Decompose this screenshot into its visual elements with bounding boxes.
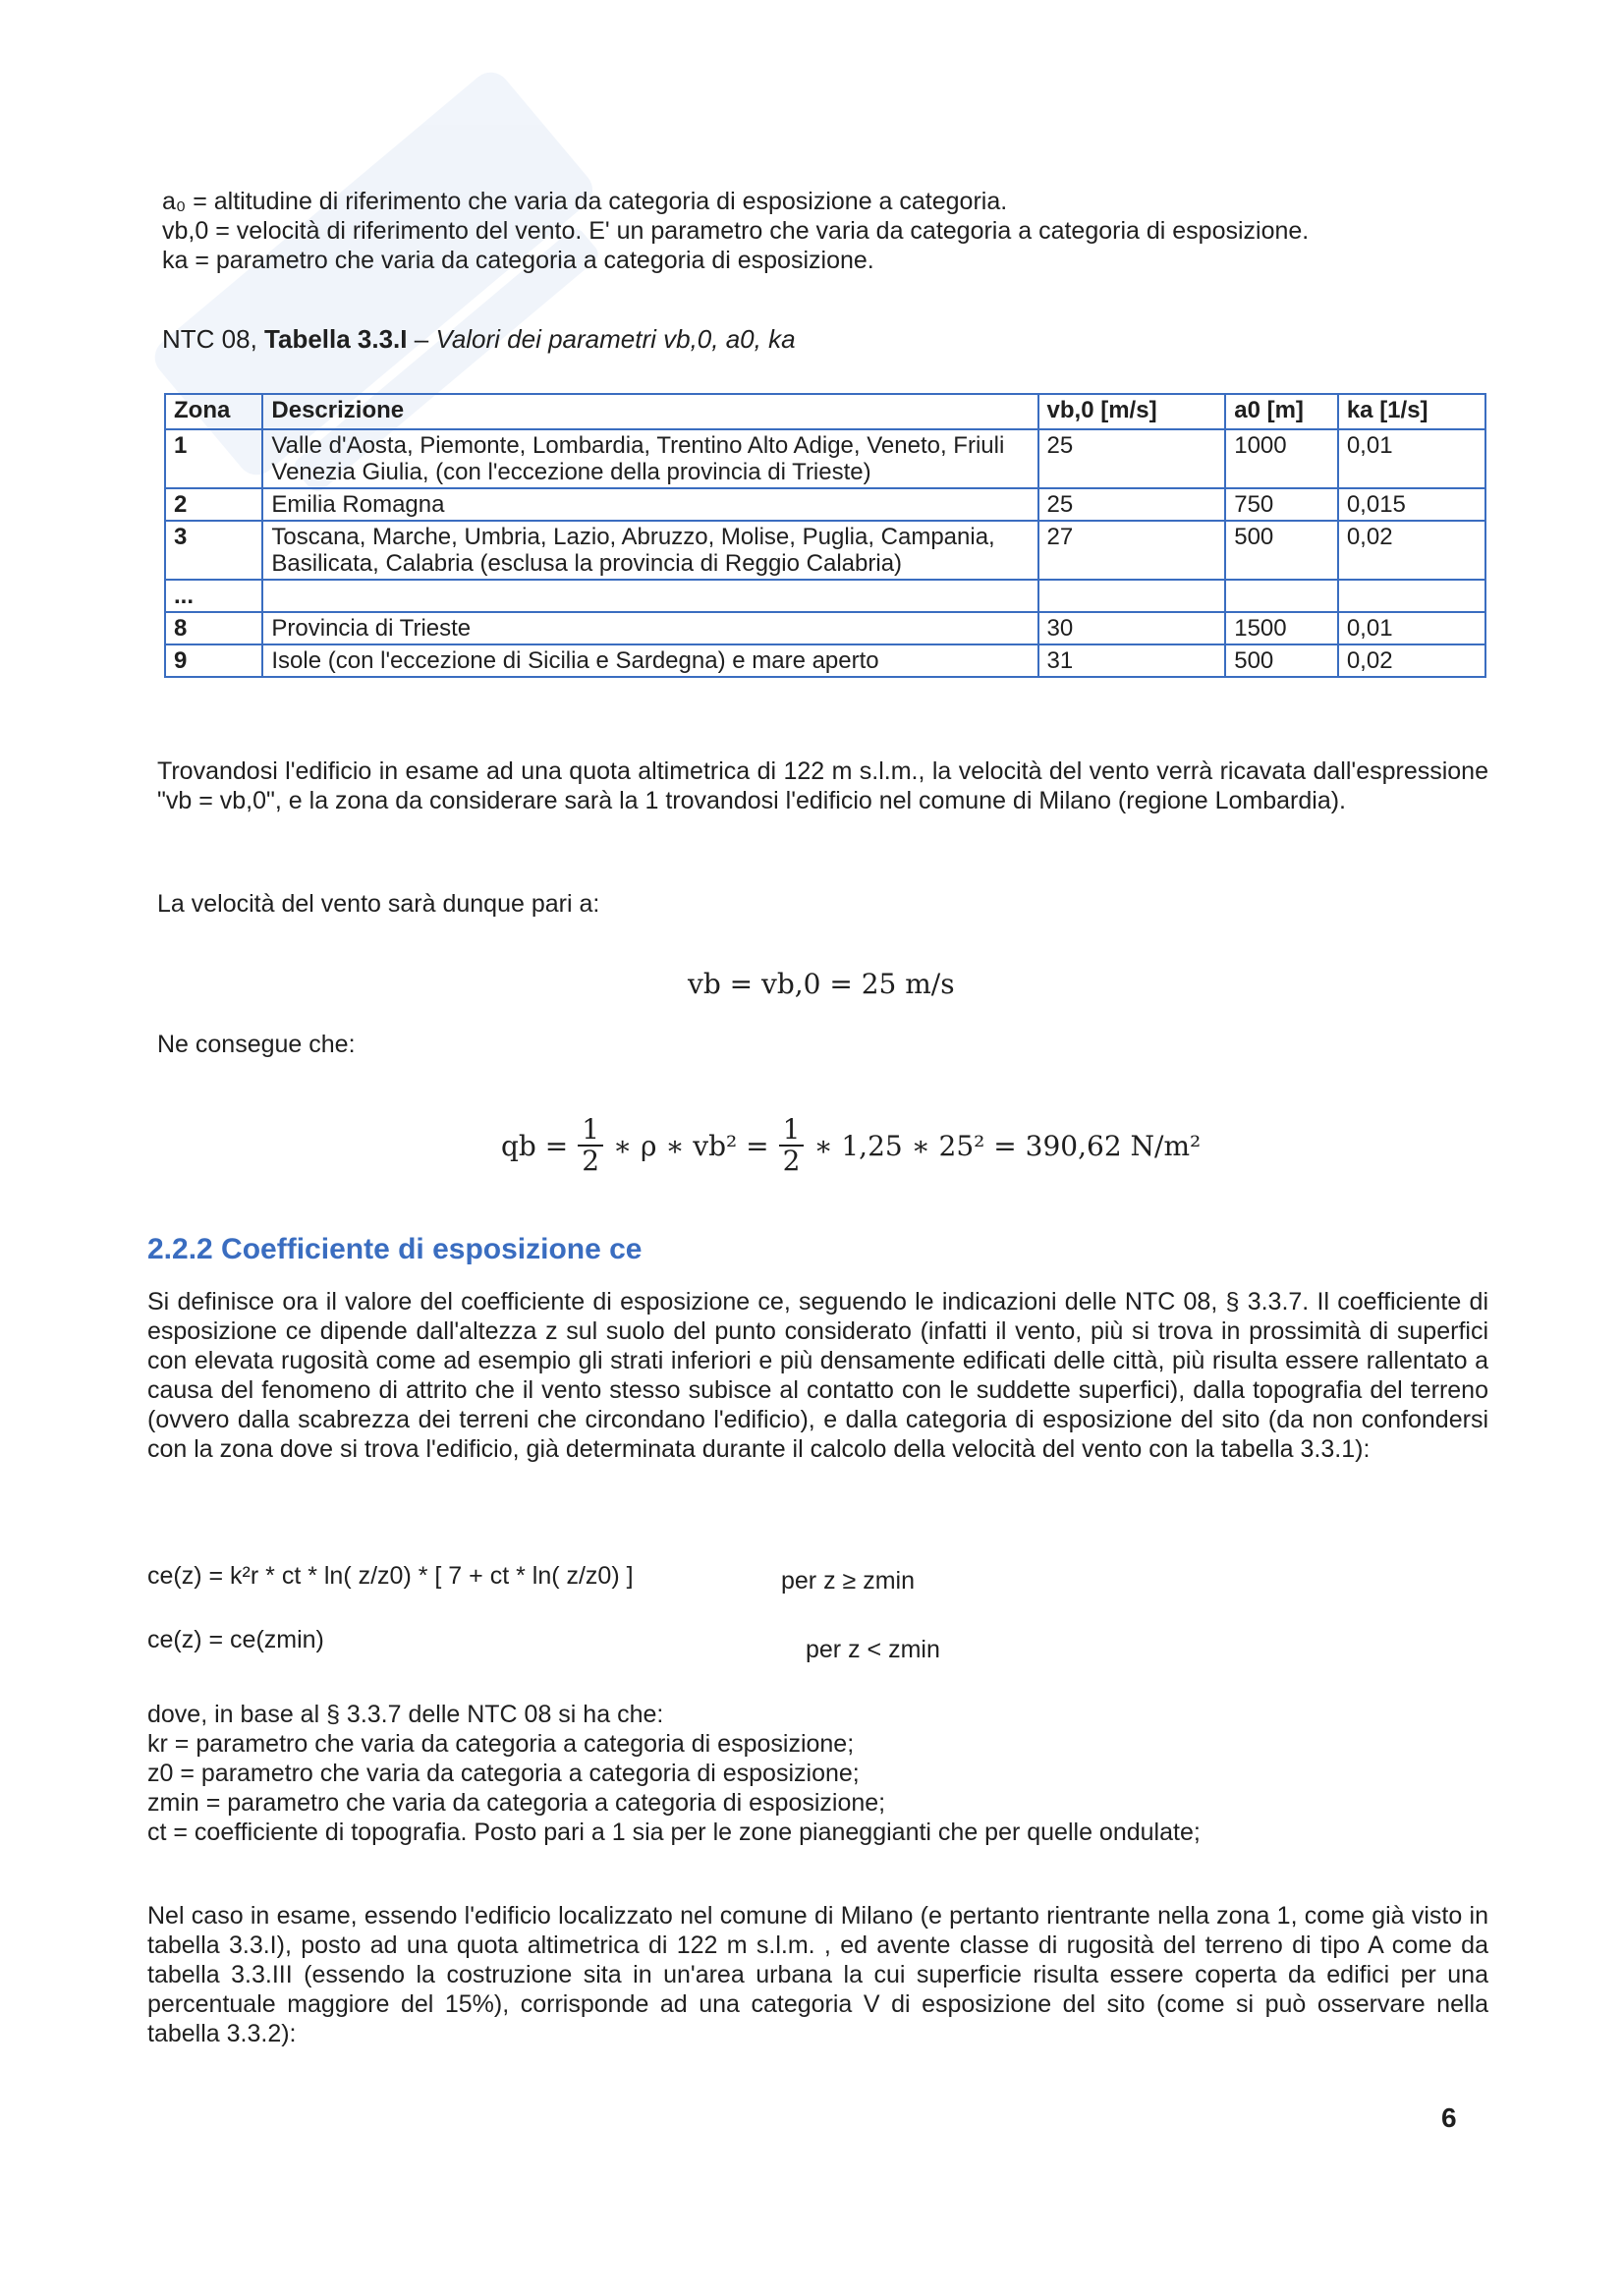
fraction-half — [578, 1115, 603, 1176]
cell-zona: 2 — [165, 488, 262, 521]
cell-vb0: 27 — [1038, 521, 1226, 580]
cell-a0: 500 — [1225, 521, 1338, 580]
cell-descrizione: Isole (con l'eccezione di Sicilia e Sardegna) e mare aperto — [262, 644, 1037, 677]
section-body: Si definisce ora il valore del coefficiente di esposizione ce, seguendo le indicazioni delle NTC 08, § 3.3.7. Il coefficiente di esposizione ce dipende dall'altezza z sul suolo del punto considerato (infatti il vento, più si trova in prossimità di superfici con elevata rugosità come ad esempio gli strati inferiori e più densamente edificati delle città, più risulta essere rallentato a causa del fenomeno di attrito che il vento stesso subisce al contatto con le suddette superfici), dalla topografia del terreno (ovvero dalla scabrezza dei terreni che circondano l'edificio), e dalla categoria di esposizione del sito (da non confondersi con la zona dove si trova l'edificio, già determinata durante il calcolo della velocità del vento con la tabella 3.3.1): — [147, 1288, 1488, 1463]
caption-table-ref: Tabella 3.3.I — [264, 324, 408, 354]
formula-vb: vb = vb,0 = 25 m/s — [688, 968, 955, 1000]
table-row — [165, 429, 1485, 488]
equation-ce-zmin-condition: per z < zmin — [806, 1636, 940, 1663]
zmin-definition: zmin = parametro che varia da categoria a categoria di esposizione; — [147, 1789, 886, 1817]
header-a0: a0 [m] — [1225, 394, 1338, 429]
paragraph-velocita: La velocità del vento sarà dunque pari a: — [157, 890, 600, 918]
paragraph-quota: Trovandosi l'edificio in esame ad una quota altimetrica di 122 m s.l.m., la velocità del vento verrà ricavata dall'espressione "vb = vb,0", e la zona da considerare sarà la 1 trovandosi l'edificio nel comune di Milano (regione Lombardia). — [157, 757, 1488, 814]
table-row — [165, 580, 1485, 612]
cell-vb0: 25 — [1038, 488, 1226, 521]
formula-qb — [501, 1115, 1201, 1176]
cell-zona: 3 — [165, 521, 262, 580]
paragraph-consegue: Ne consegue che: — [157, 1031, 356, 1058]
header-vb0: vb,0 [m/s] — [1038, 394, 1226, 429]
definitions-intro: dove, in base al § 3.3.7 delle NTC 08 si ha che: — [147, 1701, 664, 1728]
section-heading: 2.2.2 Coefficiente di esposizione ce — [147, 1233, 643, 1265]
cell-a0: 750 — [1225, 488, 1338, 521]
cell-ka: 0,02 — [1338, 644, 1485, 677]
table-row — [165, 612, 1485, 644]
table-row — [165, 521, 1485, 580]
z0-definition: z0 = parametro che varia da categoria a categoria di esposizione; — [147, 1760, 860, 1787]
fraction-half — [779, 1115, 805, 1176]
a0-definition: a₀ = altitudine di riferimento che varia da categoria di esposizione a categoria. — [162, 188, 1008, 215]
cell-vb0: 31 — [1038, 644, 1226, 677]
equation-ce-zmin: ce(z) = ce(zmin) — [147, 1626, 324, 1653]
cell-zona: ... — [165, 580, 262, 612]
kr-definition: kr = parametro che varia da categoria a categoria di esposizione; — [147, 1730, 855, 1758]
cell-a0: 500 — [1225, 644, 1338, 677]
cell-vb0: 25 — [1038, 429, 1226, 488]
cell-zona: 1 — [165, 429, 262, 488]
ct-definition: ct = coefficiente di topografia. Posto pari a 1 sia per le zone pianeggianti che per quelle ondulate; — [147, 1819, 1201, 1846]
equation-ce-z-condition: per z ≥ zmin — [781, 1567, 915, 1595]
table-header-row — [165, 394, 1485, 429]
fraction-numerator: 1 — [779, 1115, 805, 1147]
cell-descrizione: Valle d'Aosta, Piemonte, Lombardia, Trentino Alto Adige, Veneto, Friuli Venezia Giulia, (con l'eccezione della provincia di Trieste) — [262, 429, 1037, 488]
cell-zona: 9 — [165, 644, 262, 677]
formula-qb-rhs: ∗ 1,25 ∗ 25² = 390,62 N/m² — [813, 1129, 1202, 1162]
header-ka: ka [1/s] — [1338, 394, 1485, 429]
cell-a0 — [1225, 580, 1338, 612]
cell-descrizione: Provincia di Trieste — [262, 612, 1037, 644]
cell-descrizione — [262, 580, 1037, 612]
ka-definition: ka = parametro che varia da categoria a categoria di esposizione. — [162, 247, 874, 274]
fraction-denominator: 2 — [582, 1145, 600, 1177]
cell-a0: 1000 — [1225, 429, 1338, 488]
equation-ce-z: ce(z) = k²r * ct * ln( z/z0) * [ 7 + ct * ln( z/z0) ] — [147, 1562, 634, 1590]
fraction-numerator: 1 — [578, 1115, 603, 1147]
cell-ka — [1338, 580, 1485, 612]
caption-title: Valori dei parametri vb,0, a0, ka — [435, 324, 796, 354]
cell-ka: 0,015 — [1338, 488, 1485, 521]
cell-a0: 1500 — [1225, 612, 1338, 644]
header-descrizione: Descrizione — [262, 394, 1037, 429]
table-row — [165, 488, 1485, 521]
cell-vb0 — [1038, 580, 1226, 612]
wind-parameters-table — [164, 393, 1486, 678]
header-zona: Zona — [165, 394, 262, 429]
table-row — [165, 644, 1485, 677]
cell-ka: 0,01 — [1338, 612, 1485, 644]
caption-dash: – — [407, 324, 436, 354]
paragraph-conclusion: Nel caso in esame, essendo l'edificio localizzato nel comune di Milano (e pertanto rientrante nella zona 1, come già visto in tabella 3.3.I), posto ad una quota altimetrica di 122 m s.l.m. , ed avente classe di rugosità del terreno di tipo A come da tabella 3.3.III (essendo la costruzione sita in un'area urbana la cui superficie risulta essere coperta da edifici per una percentuale maggiore del 15%), corrisponde ad una categoria V di esposizione del sito (come si può osservare nella tabella 3.3.2): — [147, 1902, 1488, 2047]
cell-zona: 8 — [165, 612, 262, 644]
cell-vb0: 30 — [1038, 612, 1226, 644]
fraction-denominator: 2 — [782, 1145, 801, 1177]
vb0-definition: vb,0 = velocità di riferimento del vento. E' un parametro che varia da categoria a categoria di esposizione. — [162, 217, 1310, 245]
intro-definitions — [162, 187, 1439, 275]
cell-descrizione: Emilia Romagna — [262, 488, 1037, 521]
cell-descrizione: Toscana, Marche, Umbria, Lazio, Abruzzo, Molise, Puglia, Campania, Basilicata, Calabria (esclusa la provincia di Reggio Calabria) — [262, 521, 1037, 580]
cell-ka: 0,01 — [1338, 429, 1485, 488]
formula-qb-lhs: qb = — [501, 1129, 569, 1162]
page-number: 6 — [1441, 2102, 1457, 2133]
formula-qb-mid: ∗ ρ ∗ vb² = — [613, 1129, 769, 1162]
table-caption — [162, 324, 796, 354]
caption-prefix: NTC 08, — [162, 324, 265, 354]
definitions-list — [147, 1700, 1425, 1847]
cell-ka: 0,02 — [1338, 521, 1485, 580]
